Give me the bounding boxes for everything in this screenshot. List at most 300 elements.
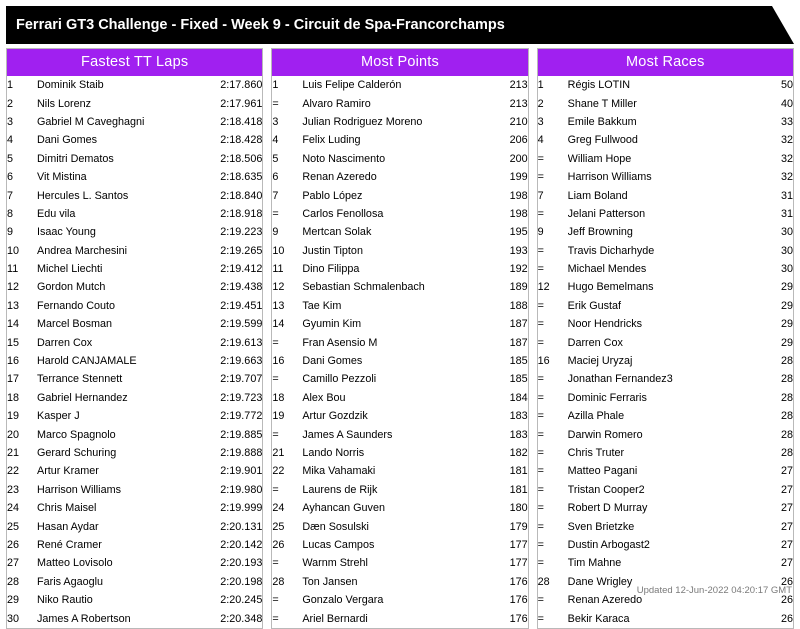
table-row	[7, 444, 262, 462]
row-value: 2:19.599	[220, 318, 263, 331]
row-value: 2:19.663	[220, 355, 263, 368]
row-value: 32	[780, 134, 793, 147]
table-fastest-tt-laps	[7, 76, 262, 628]
row-value: 185	[509, 373, 528, 386]
row-position: 11	[272, 263, 284, 276]
table-row	[7, 315, 262, 333]
row-position: =	[537, 520, 544, 533]
row-driver-name: Laurens de Rijk	[302, 483, 378, 496]
table-row	[538, 113, 793, 131]
row-value: 29	[780, 318, 793, 331]
row-position: 7	[272, 189, 279, 202]
row-value: 30	[780, 244, 793, 257]
header-banner	[6, 6, 794, 44]
row-value: 2:20.245	[220, 594, 263, 607]
row-position: =	[272, 336, 279, 349]
table-row	[7, 389, 262, 407]
table-row	[272, 205, 527, 223]
row-value: 27	[780, 557, 793, 570]
row-position: =	[272, 483, 279, 496]
row-driver-name: Matteo Pagani	[567, 465, 638, 478]
row-driver-name: Fernando Couto	[37, 299, 116, 312]
row-value: 32	[780, 171, 793, 184]
row-driver-name: Lando Norris	[302, 447, 365, 459]
row-value: 189	[509, 281, 528, 294]
row-driver-name: Gabriel M Caveghagni	[37, 115, 145, 128]
row-value: 31	[780, 207, 793, 220]
table-row	[272, 389, 527, 407]
row-value: 27	[780, 502, 793, 515]
table-row	[7, 499, 262, 517]
row-driver-name: Jeff Browning	[567, 226, 633, 239]
row-value: 2:19.707	[220, 373, 263, 386]
table-row	[272, 242, 527, 260]
row-value: 28	[780, 391, 793, 404]
table-row	[538, 481, 793, 499]
row-driver-name: Alvaro Ramiro	[302, 97, 371, 110]
row-position: 25	[272, 520, 285, 533]
row-position: =	[537, 373, 544, 386]
row-driver-name: Noto Nascimento	[302, 152, 386, 165]
table-row	[7, 168, 262, 186]
table-row	[272, 113, 527, 131]
row-driver-name: Felix Luding	[302, 134, 361, 147]
table-row	[272, 573, 527, 591]
table-row	[7, 554, 262, 572]
table-most-points	[272, 76, 527, 628]
row-value: 27	[780, 520, 793, 533]
row-position: 22	[7, 465, 20, 478]
table-row	[538, 150, 793, 168]
row-position: 21	[7, 447, 20, 459]
row-position: =	[537, 391, 544, 404]
row-value: 193	[509, 244, 528, 257]
row-position: 10	[272, 244, 285, 257]
row-driver-name: Gerard Schuring	[37, 447, 117, 459]
row-value: 206	[509, 134, 528, 147]
row-driver-name: Tae Kim	[302, 299, 342, 312]
table-row	[538, 517, 793, 535]
row-value: 177	[509, 557, 528, 570]
row-position: 8	[7, 207, 14, 220]
table-row	[538, 131, 793, 149]
row-driver-name: Harold CANJAMALE	[37, 355, 137, 368]
table-row	[272, 517, 527, 535]
row-value: 198	[509, 189, 528, 202]
row-position: =	[272, 428, 279, 441]
row-value: 176	[509, 575, 528, 588]
row-driver-name: Edu vila	[37, 207, 76, 220]
row-value: 176	[509, 594, 528, 607]
row-position: 16	[7, 355, 20, 368]
row-value: 33	[780, 115, 793, 128]
table-row	[538, 389, 793, 407]
row-value: 2:19.438	[220, 281, 263, 294]
row-value: 28	[780, 447, 793, 459]
row-driver-name: Fran Asensio M	[302, 336, 378, 349]
row-driver-name: Marco Spagnolo	[37, 428, 116, 441]
row-position: 7	[537, 189, 544, 202]
row-value: 29	[780, 281, 793, 294]
row-position: 9	[7, 226, 14, 239]
row-position: =	[537, 318, 544, 331]
row-driver-name: Camillo Pezzoli	[302, 373, 377, 386]
row-driver-name: Lucas Campos	[302, 538, 375, 551]
row-position: 3	[537, 115, 544, 128]
table-row	[7, 407, 262, 425]
row-driver-name: Marcel Bosman	[37, 318, 113, 331]
table-row	[272, 150, 527, 168]
table-row	[7, 131, 262, 149]
row-position: 1	[7, 79, 14, 92]
row-driver-name: Ayhancan Guven	[302, 502, 385, 515]
row-driver-name: Mertcan Solak	[302, 226, 372, 239]
row-value: 2:19.265	[220, 244, 263, 257]
row-driver-name: Jonathan Fernandez3	[567, 373, 673, 386]
row-value: 2:19.980	[220, 483, 263, 496]
row-position: 14	[272, 318, 285, 331]
row-position: 4	[537, 134, 544, 147]
row-value: 26	[780, 594, 793, 607]
row-position: =	[272, 594, 279, 607]
row-position: 25	[7, 520, 20, 533]
row-value: 2:19.888	[220, 447, 263, 459]
row-driver-name: James A Saunders	[302, 428, 393, 441]
table-row	[538, 609, 793, 627]
row-value: 29	[780, 299, 793, 312]
row-value: 27	[780, 483, 793, 496]
table-row	[7, 113, 262, 131]
row-driver-name: Régis LOTIN	[567, 79, 631, 92]
row-driver-name: Dæn Sosulski	[302, 520, 369, 533]
row-driver-name: Hugo Bemelmans	[567, 281, 654, 294]
row-value: 198	[509, 207, 528, 220]
row-position: 21	[272, 447, 285, 459]
row-position: 4	[272, 134, 279, 147]
row-value: 2:19.412	[220, 263, 263, 276]
table-row	[272, 278, 527, 296]
table-most-races	[538, 76, 793, 628]
row-value: 2:18.506	[220, 152, 263, 165]
row-value: 213	[509, 79, 528, 92]
row-driver-name: Nils Lorenz	[37, 97, 92, 110]
row-position: 28	[272, 575, 285, 588]
row-value: 179	[509, 520, 528, 533]
row-driver-name: Dino Filippa	[302, 263, 360, 276]
row-value: 2:20.131	[220, 520, 263, 533]
table-row	[272, 444, 527, 462]
table-row	[538, 186, 793, 204]
row-value: 31	[780, 189, 793, 202]
row-driver-name: Robert D Murray	[567, 502, 648, 515]
table-row	[538, 168, 793, 186]
row-driver-name: Gyumin Kim	[302, 318, 362, 331]
row-value: 210	[509, 115, 528, 128]
row-position: =	[272, 612, 279, 625]
row-position: 1	[272, 79, 279, 92]
row-position: 6	[272, 171, 279, 184]
table-row	[7, 481, 262, 499]
table-row	[7, 536, 262, 554]
row-value: 213	[509, 97, 528, 110]
row-position: =	[537, 207, 544, 220]
row-driver-name: Dani Gomes	[37, 134, 98, 147]
table-row	[272, 260, 527, 278]
row-position: 30	[7, 612, 20, 625]
table-row	[272, 186, 527, 204]
row-position: 27	[7, 557, 20, 570]
row-position: 29	[7, 594, 20, 607]
row-value: 2:19.613	[220, 336, 263, 349]
column-title-most-races: Most Races	[538, 49, 793, 76]
row-driver-name: Greg Fullwood	[567, 134, 638, 147]
row-position: 1	[537, 79, 544, 92]
row-driver-name: Artur Kramer	[37, 465, 99, 478]
table-row	[538, 499, 793, 517]
column-title-most-points: Most Points	[272, 49, 527, 76]
row-position: =	[537, 612, 544, 625]
row-driver-name: Renan Azeredo	[302, 171, 377, 184]
table-row	[272, 333, 527, 351]
row-value: 177	[509, 538, 528, 551]
table-row	[538, 297, 793, 315]
table-row	[7, 278, 262, 296]
row-driver-name: Ariel Bernardi	[302, 612, 368, 625]
row-position: 19	[272, 410, 285, 423]
row-driver-name: Azilla Phale	[567, 410, 625, 423]
row-position: 18	[272, 391, 285, 404]
row-driver-name: Harrison Williams	[37, 483, 121, 496]
row-position: 9	[537, 226, 544, 239]
row-position: =	[537, 410, 544, 423]
row-value: 29	[780, 336, 793, 349]
row-position: 20	[7, 428, 20, 441]
row-driver-name: Luis Felipe Calderón	[302, 79, 402, 92]
row-value: 28	[780, 410, 793, 423]
row-position: 12	[7, 281, 20, 294]
table-row	[7, 517, 262, 535]
row-driver-name: Dominic Ferraris	[567, 391, 647, 404]
row-position: 14	[7, 318, 20, 331]
row-position: 2	[537, 97, 544, 110]
table-row	[7, 370, 262, 388]
row-driver-name: Gonzalo Vergara	[302, 594, 384, 607]
row-position: 26	[7, 538, 20, 551]
row-driver-name: Gabriel Hernandez	[37, 391, 128, 404]
row-value: 2:20.142	[220, 538, 263, 551]
table-row	[7, 242, 262, 260]
table-row	[272, 609, 527, 627]
row-position: =	[272, 557, 279, 570]
table-row	[7, 573, 262, 591]
row-value: 195	[509, 226, 528, 239]
row-driver-name: Erik Gustaf	[567, 299, 622, 312]
row-position: =	[537, 465, 544, 478]
row-driver-name: Darren Cox	[567, 336, 623, 349]
row-value: 30	[780, 263, 793, 276]
row-driver-name: Jelani Patterson	[567, 207, 646, 220]
row-value: 2:18.918	[220, 207, 263, 220]
row-value: 187	[509, 318, 528, 331]
row-position: 10	[7, 244, 20, 257]
row-position: 17	[7, 373, 20, 386]
row-position: 13	[7, 299, 20, 312]
table-row	[538, 462, 793, 480]
row-driver-name: Noor Hendricks	[567, 318, 643, 331]
row-position: 6	[7, 171, 14, 184]
updated-timestamp: Updated 12-Jun-2022 04:20:17 GMT	[636, 585, 792, 596]
row-position: =	[537, 152, 544, 165]
row-position: =	[537, 263, 544, 276]
row-value: 28	[780, 428, 793, 441]
row-driver-name: Kasper J	[37, 410, 80, 423]
row-position: 16	[272, 355, 285, 368]
row-value: 50	[780, 79, 793, 92]
row-value: 2:19.901	[220, 465, 263, 478]
row-value: 188	[509, 299, 528, 312]
row-driver-name: Tim Mahne	[567, 557, 622, 570]
row-driver-name: Shane T Miller	[567, 97, 637, 110]
row-position: 12	[537, 281, 550, 294]
row-driver-name: Bekir Karaca	[567, 612, 630, 625]
row-position: =	[537, 299, 544, 312]
row-driver-name: Darren Cox	[37, 336, 93, 349]
table-row	[7, 94, 262, 112]
row-driver-name: Harrison Williams	[567, 171, 652, 184]
table-row	[272, 407, 527, 425]
row-value: 184	[509, 391, 528, 404]
row-value: 28	[780, 355, 793, 368]
row-driver-name: Terrance Stennett	[37, 373, 123, 386]
row-value: 2:17.961	[220, 97, 263, 110]
row-driver-name: Justin Tipton	[302, 244, 363, 257]
row-value: 192	[509, 263, 528, 276]
row-position: 28	[7, 575, 20, 588]
row-driver-name: Niko Rautio	[37, 594, 93, 607]
leaderboard-columns	[6, 48, 794, 629]
table-row	[272, 131, 527, 149]
row-value: 2:18.840	[220, 189, 263, 202]
row-driver-name: Dominik Staib	[37, 79, 104, 92]
table-row	[7, 609, 262, 627]
row-value: 2:20.348	[220, 612, 263, 625]
row-driver-name: Faris Agaoglu	[37, 575, 104, 588]
table-row	[7, 425, 262, 443]
table-row	[272, 425, 527, 443]
row-driver-name: Renan Azeredo	[567, 594, 643, 607]
row-driver-name: Andrea Marchesini	[37, 244, 128, 257]
row-position: 24	[272, 502, 285, 515]
row-value: 181	[509, 483, 528, 496]
row-driver-name: Michael Mendes	[567, 263, 647, 276]
row-value: 180	[509, 502, 528, 515]
table-row	[538, 425, 793, 443]
leaderboard-column-most-points	[271, 48, 528, 629]
table-row	[7, 186, 262, 204]
row-value: 183	[509, 410, 528, 423]
table-row	[272, 536, 527, 554]
table-row	[538, 333, 793, 351]
row-position: =	[537, 447, 544, 459]
row-driver-name: Maciej Uryzaj	[567, 355, 633, 368]
row-position: 3	[7, 115, 14, 128]
table-row	[538, 205, 793, 223]
row-driver-name: Matteo Lovisolo	[37, 557, 113, 570]
table-row	[272, 370, 527, 388]
row-position: =	[537, 428, 544, 441]
table-row	[538, 352, 793, 370]
table-row	[538, 370, 793, 388]
row-position: 16	[537, 355, 550, 368]
row-driver-name: Vit Mistina	[37, 171, 87, 184]
table-row	[7, 333, 262, 351]
row-position: 12	[272, 281, 285, 294]
row-position: 5	[272, 152, 279, 165]
row-driver-name: Alex Bou	[302, 391, 346, 404]
row-value: 185	[509, 355, 528, 368]
row-value: 181	[509, 465, 528, 478]
row-driver-name: Julian Rodriguez Moreno	[302, 115, 423, 128]
table-row	[7, 297, 262, 315]
row-value: 2:20.193	[220, 557, 263, 570]
column-title-fastest-tt-laps: Fastest TT Laps	[7, 49, 262, 76]
row-position: =	[272, 97, 279, 110]
table-row	[538, 242, 793, 260]
row-position: =	[272, 207, 279, 220]
row-driver-name: Artur Gozdzik	[302, 410, 368, 423]
row-value: 27	[780, 465, 793, 478]
table-row	[272, 352, 527, 370]
leaderboard-column-most-races	[537, 48, 794, 629]
row-value: 2:18.418	[220, 115, 263, 128]
table-row	[7, 223, 262, 241]
table-row	[538, 554, 793, 572]
row-driver-name: Carlos Fenollosa	[302, 207, 384, 220]
row-position: 24	[7, 502, 20, 515]
table-row	[272, 499, 527, 517]
row-position: =	[537, 244, 544, 257]
row-position: 11	[7, 263, 19, 276]
table-row	[7, 352, 262, 370]
row-value: 200	[509, 152, 528, 165]
row-value: 28	[780, 373, 793, 386]
row-driver-name: Liam Boland	[567, 189, 628, 202]
table-row	[272, 297, 527, 315]
row-driver-name: Travis Dicharhyde	[567, 244, 655, 257]
row-driver-name: Emile Bakkum	[567, 115, 637, 128]
row-value: 182	[509, 447, 528, 459]
row-driver-name: Ton Jansen	[302, 575, 358, 588]
row-value: 26	[780, 612, 793, 625]
row-value: 2:19.999	[220, 502, 263, 515]
row-position: 3	[272, 115, 279, 128]
row-driver-name: Mika Vahamaki	[302, 465, 376, 478]
row-position: 22	[272, 465, 285, 478]
row-value: 2:18.635	[220, 171, 263, 184]
row-position: =	[537, 538, 544, 551]
row-value: 199	[509, 171, 528, 184]
row-driver-name: Gordon Mutch	[37, 281, 106, 294]
row-driver-name: Hasan Aydar	[37, 520, 99, 533]
row-position: =	[272, 373, 279, 386]
row-driver-name: Hercules L. Santos	[37, 189, 129, 202]
row-value: 27	[780, 538, 793, 551]
table-row	[7, 205, 262, 223]
row-position: 2	[7, 97, 14, 110]
table-row	[538, 260, 793, 278]
row-value: 187	[509, 336, 528, 349]
table-row	[7, 260, 262, 278]
